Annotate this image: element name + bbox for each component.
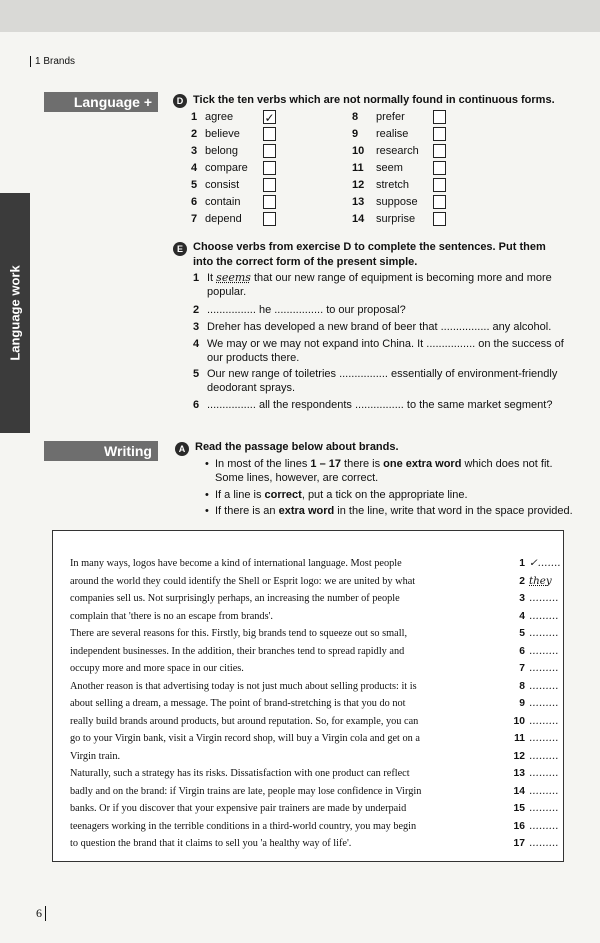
exercise-e-marker: E	[173, 242, 187, 256]
sentence-6	[193, 398, 573, 412]
sentence-1-answer[interactable]: seems	[216, 271, 251, 284]
verb-checkbox[interactable]	[433, 110, 446, 124]
sentence-text[interactable]: Our new range of toiletries ................ essentially of environment-friendly deodorant sprays.	[207, 368, 558, 394]
line-number: 4	[519, 610, 525, 622]
bullet-range: 1 – 17	[310, 458, 341, 470]
verb-number: 7	[191, 213, 198, 225]
answer-line	[503, 800, 563, 818]
answer-line	[503, 783, 563, 801]
answer-line	[503, 678, 563, 696]
line-number: 1	[519, 558, 525, 569]
line-number: 2	[519, 575, 525, 587]
verb-checkbox[interactable]	[263, 127, 276, 141]
verb-item	[191, 177, 239, 194]
answer-field[interactable]: .........	[529, 644, 559, 657]
answer-field[interactable]: .........	[529, 802, 559, 814]
verb-item	[191, 126, 240, 143]
verb-word: prefer	[376, 111, 405, 123]
verb-number: 1	[191, 111, 198, 123]
verb-number: 3	[191, 145, 198, 157]
verb-checkbox[interactable]	[263, 195, 276, 209]
answer-line	[503, 555, 563, 573]
sentence-1	[193, 271, 573, 299]
answer-line	[503, 608, 563, 626]
side-tab	[0, 193, 30, 433]
answer-field[interactable]: .........	[529, 714, 559, 727]
sentence-5	[193, 367, 573, 395]
line-number: 16	[513, 820, 525, 832]
verb-item	[352, 109, 405, 126]
passage-text	[70, 555, 470, 853]
verb-checkbox[interactable]	[433, 144, 446, 158]
answer-line	[503, 765, 563, 783]
answer-line	[503, 625, 563, 643]
verb-checkbox[interactable]	[433, 161, 446, 175]
answer-field[interactable]: .........	[529, 767, 559, 779]
verb-word: compare	[205, 162, 248, 174]
passage-line: teenagers working in the terrible conditions in a third-world country, you may begin	[70, 820, 417, 832]
verb-item	[191, 194, 240, 211]
bullet-text: , put a tick on the appropriate line.	[301, 489, 468, 501]
passage-line: companies sell us. Not surprisingly perhaps, an increasing the number of people	[70, 593, 400, 604]
sentence-text[interactable]: ................ he ................ to our proposal?	[207, 304, 406, 316]
sentence-4	[193, 337, 573, 365]
verb-number: 6	[191, 196, 198, 208]
instruction-bullet-3	[205, 504, 575, 518]
sentence-number: 3	[193, 321, 200, 333]
passage-line: complain that 'there is no an escape from brands'.	[70, 610, 274, 622]
answer-field[interactable]: they	[529, 574, 552, 587]
exercise-d-instruction: Tick the ten verbs which are not normally found in continuous forms.	[193, 94, 555, 106]
answer-field[interactable]: .........	[529, 592, 559, 604]
passage-line: Another reason is that advertising today is not just much about selling products: it is	[70, 680, 417, 692]
line-number: 5	[519, 628, 525, 639]
sentence-text: It	[207, 272, 217, 284]
verb-item	[352, 194, 418, 211]
top-bar	[0, 0, 600, 32]
bullet-dot: •	[205, 458, 209, 470]
instruction-bullet-1	[205, 457, 575, 485]
passage-line: really build brands around products, but around reputation. So, for example, you can	[70, 715, 419, 727]
verb-checkbox[interactable]	[433, 127, 446, 141]
verb-word: depend	[205, 213, 242, 225]
verb-item	[352, 160, 403, 177]
sentence-number: 5	[193, 368, 200, 380]
answer-line	[503, 713, 563, 731]
bullet-dot: •	[205, 505, 209, 517]
passage-line: Naturally, such a strategy has its risks. Dissatisfaction with one product can reflect	[70, 768, 410, 779]
bullet-text: which does not fit. Some lines, however, are correct.	[215, 458, 553, 484]
verb-number: 10	[352, 145, 365, 157]
verb-number: 8	[352, 111, 359, 123]
verb-checkbox[interactable]	[263, 178, 276, 192]
verb-number: 14	[352, 213, 365, 225]
answer-field[interactable]: .........	[529, 609, 559, 622]
answer-field[interactable]: .........	[529, 627, 559, 639]
verb-word: agree	[205, 111, 234, 123]
verb-item	[191, 160, 248, 177]
verb-checkbox[interactable]	[433, 178, 446, 192]
answer-line	[503, 748, 563, 766]
sentence-2	[193, 303, 573, 317]
answer-line	[503, 835, 563, 853]
verb-checkbox[interactable]	[263, 144, 276, 158]
verb-word: research	[376, 145, 419, 157]
answer-line	[503, 643, 563, 661]
exercise-e-instruction: Choose verbs from exercise D to complete the sentences. Put them into the correct form of the present simple.	[193, 241, 546, 268]
instruction-bullet-2	[205, 488, 575, 502]
line-number: 11	[514, 733, 525, 744]
answer-field[interactable]: .........	[529, 837, 559, 849]
answer-line	[503, 695, 563, 713]
answer-field[interactable]: .........	[529, 732, 559, 744]
sentence-number: 4	[193, 338, 200, 350]
verb-word: suppose	[376, 196, 418, 208]
verb-number: 13	[352, 196, 365, 208]
line-number: 17	[513, 838, 525, 849]
answer-line	[503, 818, 563, 836]
line-number: 9	[519, 698, 525, 709]
writing-section-label: Writing	[44, 441, 158, 461]
sentence-number: 2	[193, 304, 200, 316]
line-number: 13	[513, 768, 525, 779]
passage-line: around the world they could identify the Shell or Esprit logo: we are united by what	[70, 575, 416, 587]
verb-word: realise	[376, 128, 409, 140]
verb-checkbox[interactable]	[433, 195, 446, 209]
bullet-dot: •	[205, 489, 209, 501]
answer-field[interactable]: .........	[529, 819, 559, 832]
verb-number: 11	[352, 162, 364, 174]
verb-item	[352, 143, 419, 160]
verb-number: 5	[191, 179, 198, 191]
verb-number: 2	[191, 128, 198, 140]
verb-checkbox[interactable]	[263, 161, 276, 175]
passage-line: independent businesses. In the addition, their branches tend to spread rapidly and	[70, 645, 405, 657]
passage-line: banks. Or if you discover that your expensive pair trainers are made by underpaid	[70, 803, 407, 814]
sentence-number: 1	[193, 272, 200, 284]
answer-field[interactable]: .........	[529, 679, 559, 692]
page-number: 6	[36, 906, 46, 921]
line-number: 8	[519, 680, 525, 692]
passage-line: There are several reasons for this. Firstly, big brands tend to squeeze out so small,	[70, 628, 408, 639]
bullet-text: If there is an	[215, 505, 279, 517]
bullet-bold: correct	[264, 489, 302, 501]
line-number: 7	[519, 663, 525, 674]
answer-line	[503, 573, 563, 591]
verb-item	[352, 126, 408, 143]
bullet-text: in the line, write that word in the space provided.	[334, 505, 573, 517]
verb-number: 9	[352, 128, 359, 140]
passage-line: Virgin train.	[70, 750, 121, 762]
sentence-text: that our new range of equipment is becoming more and more popular.	[207, 272, 552, 298]
verb-item	[352, 177, 409, 194]
passage-line: badly and on the brand: if Virgin trains are late, people may lose confidence in Virgin	[70, 785, 422, 797]
line-number: 6	[519, 645, 525, 657]
sentence-3	[193, 320, 573, 334]
line-number: 3	[519, 593, 525, 604]
verb-item	[191, 143, 238, 160]
verb-word: belong	[205, 145, 239, 157]
verb-word: believe	[205, 128, 240, 140]
verb-word: stretch	[376, 179, 410, 191]
verb-number: 12	[352, 179, 365, 191]
answer-field[interactable]: .........	[529, 749, 559, 762]
chapter-header: 1 Brands	[30, 56, 75, 67]
answer-field[interactable]: .........	[529, 697, 559, 709]
language-section-label: Language +	[44, 92, 158, 112]
verb-checkbox[interactable]	[263, 212, 276, 226]
line-number: 12	[513, 750, 525, 762]
exercise-d-marker: D	[173, 94, 187, 108]
verb-item	[191, 109, 233, 126]
sentence-text[interactable]: ................ all the respondents ................ to the same market segment?	[207, 399, 553, 411]
line-number: 14	[513, 785, 525, 797]
exercise-a-marker: A	[175, 442, 189, 456]
bullet-bold: one extra word	[383, 458, 462, 470]
verb-number: 4	[191, 162, 198, 174]
passage-line: to question the brand that it claims to sell you 'a healthy way of life'.	[70, 838, 352, 849]
passage-line: go to your Virgin bank, visit a Virgin record shop, will buy a Virgin cola and get on a	[70, 733, 420, 744]
answer-field[interactable]: ✓.......	[529, 557, 561, 569]
side-tab-label: Language work	[7, 265, 23, 361]
answer-line	[503, 730, 563, 748]
sentence-number: 6	[193, 399, 200, 411]
passage-line: about selling a dream, a message. The point of brand-stretching is that you do not	[70, 698, 406, 709]
verb-word: seem	[376, 162, 403, 174]
verb-word: contain	[205, 196, 241, 208]
verb-item	[352, 211, 415, 228]
bullet-text: there is	[340, 458, 384, 470]
line-number: 15	[513, 803, 525, 814]
bullet-text: In most of the lines	[215, 458, 311, 470]
answer-field[interactable]: .........	[529, 662, 559, 674]
verb-word: surprise	[376, 213, 416, 225]
sentence-text[interactable]: We may or we may not expand into China. It ................ on the success of our products there.	[207, 338, 564, 364]
answer-field[interactable]: .........	[529, 784, 559, 797]
verb-word: consist	[205, 179, 240, 191]
answer-line	[503, 660, 563, 678]
bullet-text: If a line is	[215, 489, 265, 501]
exercise-a-instruction: Read the passage below about brands.	[195, 441, 399, 453]
sentence-text[interactable]: Dreher has developed a new brand of beer that ................ any alcohol.	[207, 321, 552, 333]
passage-line: occupy more and more space in our cities.	[70, 663, 244, 674]
verb-checkbox[interactable]	[433, 212, 446, 226]
bullet-bold: extra word	[278, 505, 335, 517]
answer-line	[503, 590, 563, 608]
verb-checkbox[interactable]: ✓	[264, 111, 275, 125]
passage-line: In many ways, logos have become a kind of international language. Most people	[70, 558, 402, 569]
verb-item	[191, 211, 242, 228]
line-number: 10	[513, 715, 525, 727]
